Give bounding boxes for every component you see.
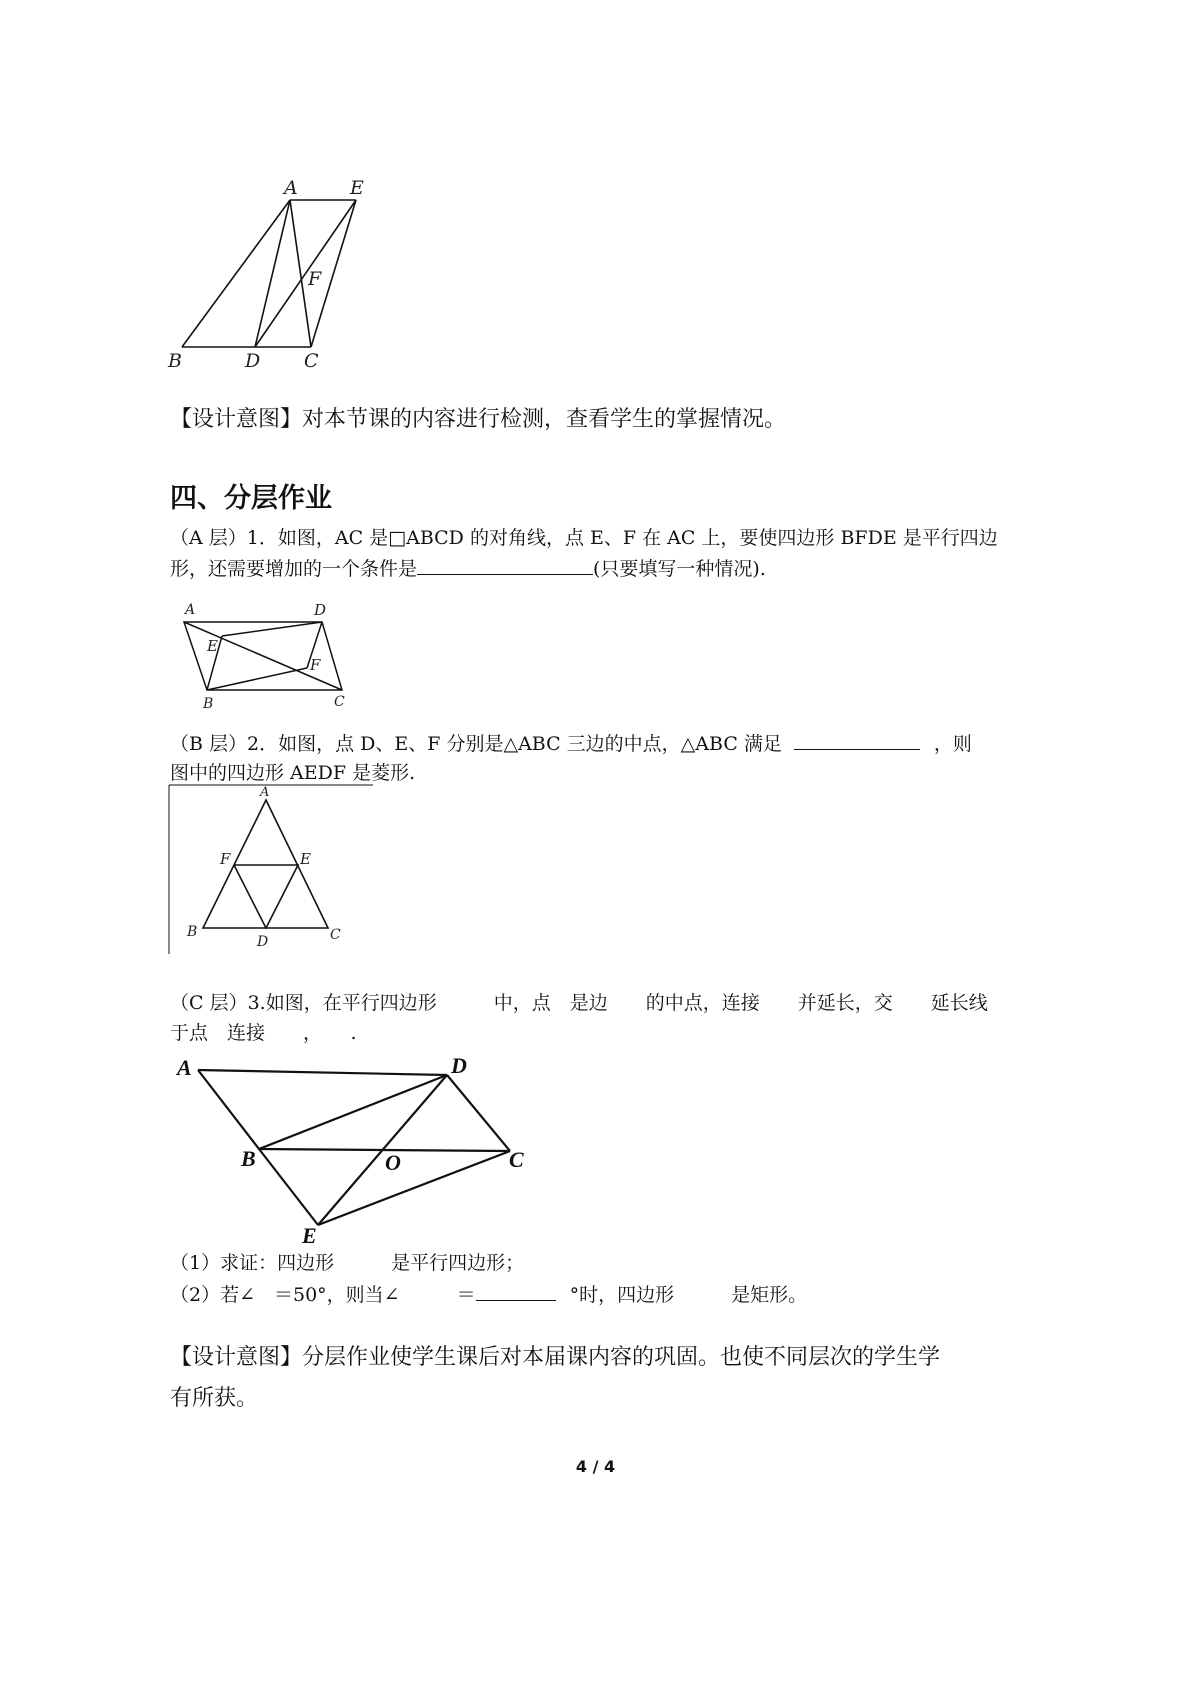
qc-label-o: O (385, 1150, 401, 1175)
qa-label-a: A (185, 602, 196, 618)
question-b-line1 (170, 727, 972, 760)
question-c-answer-blank[interactable] (476, 1278, 556, 1301)
question-b-text: （B 层）2．如图，点 D、E、F 分别是△ABC 三边的中点，△ABC 满足 (170, 733, 782, 755)
fig1-label-e: E (350, 177, 364, 199)
question-a-text: 形，还需要增加的一个条件是 (170, 558, 418, 580)
fig1-label-c: C (304, 350, 319, 372)
qb-label-e: E (300, 850, 311, 868)
question-a-diagram (172, 596, 362, 716)
qc-label-a: A (177, 1055, 192, 1080)
fig1-label-f: F (308, 268, 322, 290)
qc-label-c: C (509, 1147, 524, 1172)
design-intent-2-line2: 有所获。 (170, 1386, 259, 1411)
question-a-note: (只要填写一种情况). (593, 558, 766, 580)
question-b-diagram (168, 784, 378, 956)
qb-label-a: A (260, 785, 270, 800)
design-intent-1: 【设计意图】对本节课的内容进行检测，查看学生的掌握情况。 (170, 407, 787, 432)
question-b-text-end: ，则 (933, 733, 972, 755)
qc-label-d: D (451, 1053, 467, 1078)
qc-label-e: E (302, 1223, 317, 1248)
design-intent-2-line1: 【设计意图】分层作业使学生课后对本届课内容的巩固。也使不同层次的学生学 (170, 1345, 941, 1370)
question-a-line1: （A 层）1．如图，AC 是□ABCD 的对角线，点 E、F 在 AC 上，要使四边形 BFDE 是平行四边 (170, 527, 998, 549)
question-c-sub2-end: °时，四边形 是矩形。 (569, 1284, 808, 1306)
question-c-sub2 (170, 1278, 807, 1311)
question-a-line2 (170, 552, 766, 585)
question-b-line2: 图中的四边形 AEDF 是菱形. (170, 762, 416, 784)
qc-label-b: B (241, 1146, 256, 1171)
question-a-answer-blank[interactable] (417, 552, 593, 575)
question-c-sub1: （1）求证：四边形 是平行四边形； (170, 1252, 525, 1274)
fig1-label-d: D (245, 350, 261, 372)
section-title: 四、分层作业 (170, 483, 332, 514)
qa-label-d: D (314, 601, 327, 619)
fig1-label-b: B (168, 350, 182, 372)
qb-label-c: C (330, 927, 341, 943)
question-b-answer-blank[interactable] (794, 727, 920, 750)
qb-label-d: D (257, 934, 269, 950)
qa-label-f: F (310, 656, 321, 674)
qb-label-b: B (187, 924, 198, 940)
page-number: 4 / 4 (575, 1457, 616, 1476)
question-c-line1: （C 层）3.如图，在平行四边形 中，点 是边 的中点，连接 并延长，交 延长线 (170, 992, 988, 1014)
qa-label-e: E (207, 637, 218, 655)
qb-label-f: F (220, 850, 231, 868)
question-c-sub2-text: （2）若∠ ＝50°，则当∠ ＝ (170, 1284, 476, 1306)
question-c-line2: 于点 连接 ， . (170, 1022, 357, 1044)
qa-label-b: B (203, 696, 214, 712)
question-c-diagram (165, 1048, 535, 1248)
figure-1-diagram (160, 170, 390, 380)
fig1-label-a: A (284, 177, 298, 199)
qa-label-c: C (334, 694, 345, 710)
